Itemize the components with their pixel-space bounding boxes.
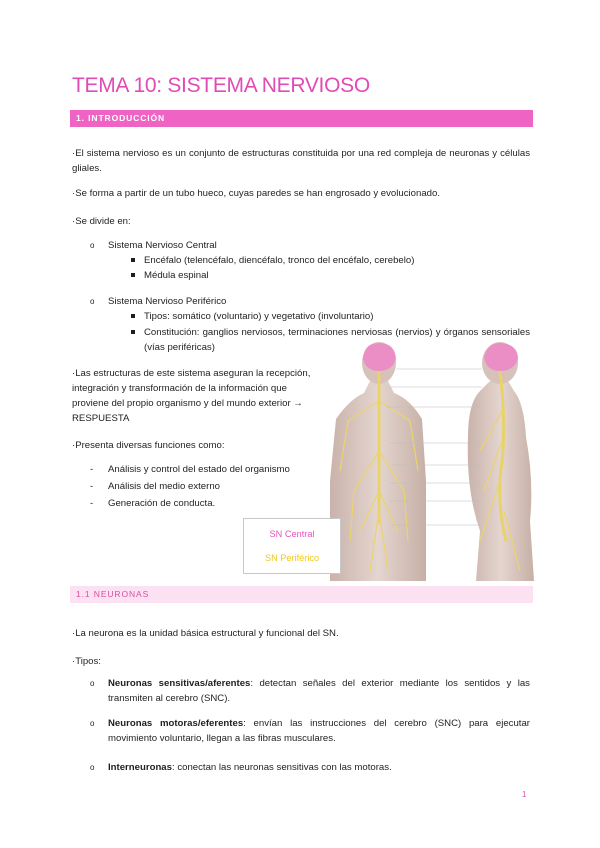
page-number: 1 [522,790,527,799]
list-item-neurona-motora [90,716,530,746]
circle-bullet-icon: o [90,241,95,250]
sublist-item-encefalo [144,253,414,268]
intro-paragraph-4-line-2: integración y transformación de la información que [72,383,287,394]
side-view-figure [468,342,534,581]
sublist-item-tipos [144,309,373,324]
circle-bullet-icon: o [90,679,95,688]
list-item-sn-periferico [90,294,227,309]
term-description: : envían las instrucciones del cerebro (SNC) para ejecutar movimiento voluntario, llegan a las fibras musculares. [108,718,530,744]
square-bullet-icon [131,314,135,318]
list-item-label: Sistema Nervioso Central [108,240,217,251]
term-description: : detectan señales del exterior mediante los sentidos y las transmiten al cerebro (SNC). [108,678,530,704]
circle-bullet-icon: o [90,719,95,728]
sublist-item-label: Tipos: somático (voluntario) y vegetativo (involuntario) [144,311,374,322]
function-item-label: Análisis y control del estado del organismo [108,464,290,475]
circle-bullet-icon: o [90,297,95,306]
function-item: - Análisis del medio externo [90,481,220,492]
square-bullet-icon [131,258,135,262]
legend-sn-central: SN Central [269,529,315,539]
sublist-item-medula [144,268,209,283]
intro-paragraph-3: ·Se divide en: [72,216,131,227]
list-item-interneurona [90,760,392,775]
list-item-label: Sistema Nervioso Periférico [108,296,227,307]
function-item-label: Análisis del medio externo [108,481,220,492]
intro-paragraph-4-line-1: ·Las estructuras de este sistema aseguran la recepción, [72,368,311,379]
intro-paragraph-2: ·Se forma a partir de un tubo hueco, cuyas paredes se han engrosado y evolucionado. [72,188,440,199]
function-item-label: Generación de conducta. [108,498,216,509]
section-heading-neuronas: 1.1 NEURONAS [70,586,533,603]
list-item-neurona-sensitiva [90,676,530,706]
back-view-figure [330,342,426,581]
nervous-system-illustration [330,341,538,581]
term: Neuronas motoras/eferentes [108,718,244,729]
list-item-sn-central [90,238,217,253]
sublist-item-label: Constitución: ganglios nerviosos, terminaciones nerviosas (nervios) y órganos sensoriales (vías periféricas) [144,327,530,353]
sublist-item-label: Encéfalo (telencéfalo, diencéfalo, tronco del encéfalo, cerebelo) [144,255,415,266]
intro-paragraph-4-line-3: proviene del propio organismo y del mundo exterior → [72,398,303,409]
function-item: - Análisis y control del estado del organismo [90,464,290,475]
term-description: : conectan las neuronas sensitivas con las motoras. [171,762,392,773]
square-bullet-icon [131,273,135,277]
intro-paragraph-4-line-4: RESPUESTA [72,413,130,424]
term: Interneuronas [108,762,172,773]
function-item: - Generación de conducta. [90,498,216,509]
legend-box [243,518,341,574]
intro-paragraph-1: ·El sistema nervioso es un conjunto de estructuras constituida por una red compleja de neuronas y células gliales. [72,148,530,174]
document-title: TEMA 10: SISTEMA NERVIOSO [72,74,370,97]
legend-sn-periferico: SN Periférico [264,553,320,563]
neuronas-paragraph-1: ·La neurona es la unidad básica estructural y funcional del SN. [72,628,339,639]
term: Neuronas sensitivas/aferentes [108,678,251,689]
square-bullet-icon [131,330,135,334]
circle-bullet-icon: o [90,763,95,772]
sublist-item-label: Médula espinal [144,270,209,281]
section-heading-introduccion: 1. INTRODUCCIÓN [70,110,533,127]
neuronas-paragraph-2: ·Tipos: [72,656,101,667]
intro-paragraph-5: ·Presenta diversas funciones como: [72,440,225,451]
